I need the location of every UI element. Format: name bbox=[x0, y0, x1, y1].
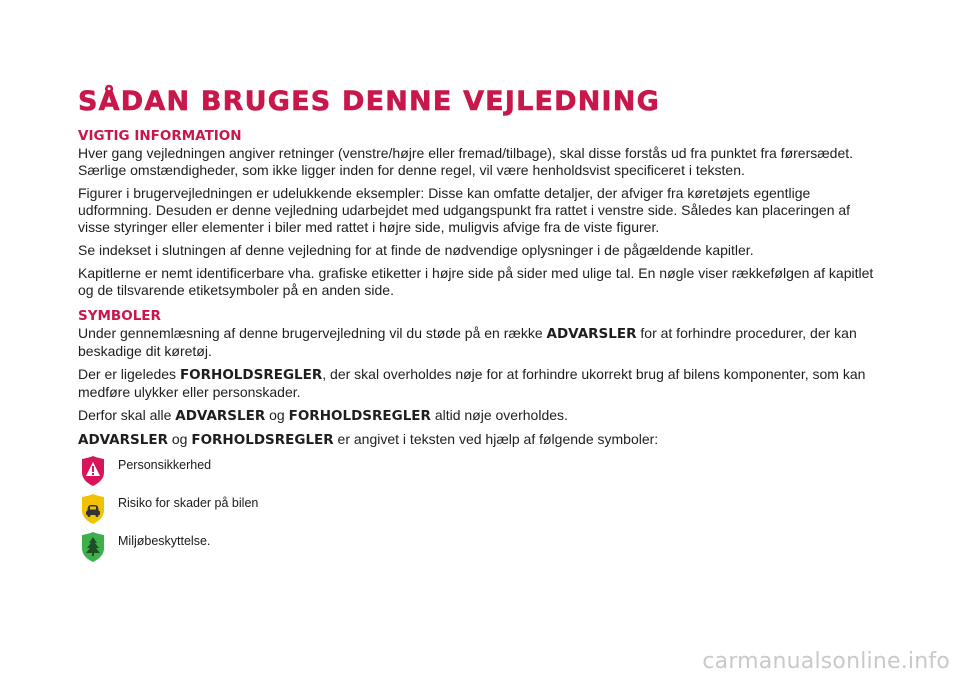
important-info-heading: VIGTIG INFORMATION bbox=[78, 128, 242, 144]
symbol-label: Risiko for skader på bilen bbox=[118, 496, 259, 510]
symbols-paragraph-1 bbox=[78, 325, 878, 360]
bold-term: FORHOLDSREGLER bbox=[288, 408, 431, 424]
symbol-label: Miljøbeskyttelse. bbox=[118, 534, 211, 548]
symbol-row-personal-safety bbox=[78, 455, 878, 491]
text-span: og bbox=[265, 407, 289, 423]
bold-term: ADVARSLER bbox=[175, 408, 266, 424]
watermark: carmanualsonline.info bbox=[702, 649, 950, 674]
text-span: for at forhindre procedurer, der kan beskadige dit køretøj. bbox=[78, 325, 857, 359]
symbol-row-environment bbox=[78, 531, 878, 567]
personal-safety-warning-icon bbox=[80, 455, 106, 487]
bold-term: ADVARSLER bbox=[546, 326, 637, 342]
symbols-paragraph-3 bbox=[78, 407, 878, 425]
bold-term: ADVARSLER bbox=[78, 432, 168, 448]
text-span: og bbox=[167, 431, 192, 447]
environment-protection-icon bbox=[80, 531, 106, 563]
symbols-paragraph-2 bbox=[78, 366, 878, 401]
text-span: er angivet i teksten ved hjælp af følgende symboler: bbox=[333, 431, 659, 447]
bold-term: FORHOLDSREGLER bbox=[179, 367, 323, 383]
page-title: SÅDAN BRUGES DENNE VEJLEDNING bbox=[78, 86, 660, 117]
text-span: , der skal overholdes nøje for at forhindre ukorrekt brug af bilens komponenter, som kan medføre ulykker eller personskader. bbox=[78, 366, 866, 400]
important-info-paragraph-3: Se indekset i slutningen af denne vejledning for at finde de nødvendige oplysninger i de pågældende kapitler. bbox=[78, 242, 754, 258]
vehicle-damage-warning-icon bbox=[80, 493, 106, 525]
text-span: Der er ligeledes bbox=[78, 366, 180, 382]
symbol-row-vehicle-damage bbox=[78, 493, 878, 529]
symbols-paragraph-4 bbox=[78, 431, 878, 449]
important-info-paragraph-2: Figurer i brugervejledningen er udelukkende eksempler: Disse kan omfatte detaljer, der afviger fra køretøjets egentlige udformning. Desuden er denne vejledning udarbejdet med udgangspunkt fra rattet i venstre side. Således kan placeringen af visse styringer eller elementer i biler med rattet i højre side, muligvis afvige fra de viste figurer. bbox=[78, 185, 851, 235]
manual-page bbox=[78, 86, 878, 567]
important-info-paragraph-1: Hver gang vejledningen angiver retninger (venstre/højre eller fremad/tilbage), skal disse forstås ud fra punktet fra førersædet. Særlige omstændigheder, som ikke ligger inden for denne regel, vil være henholdsvist specificeret i teksten. bbox=[78, 145, 854, 178]
symbols-heading: SYMBOLER bbox=[78, 308, 161, 324]
text-span: Under gennemlæsning af denne brugervejledning vil du støde på en række bbox=[78, 325, 547, 341]
important-info-paragraph-4: Kapitlerne er nemt identificerbare vha. grafiske etiketter i højre side på sider med ulige tal. En nøgle viser rækkefølgen af kapitlet og de tilsvarende etiketsymboler på en anden side. bbox=[78, 265, 874, 298]
text-span: altid nøje overholdes. bbox=[430, 407, 568, 423]
text-span: Derfor skal alle bbox=[78, 407, 176, 423]
bold-term: FORHOLDSREGLER bbox=[191, 432, 334, 448]
symbol-label: Personsikkerhed bbox=[118, 458, 212, 472]
